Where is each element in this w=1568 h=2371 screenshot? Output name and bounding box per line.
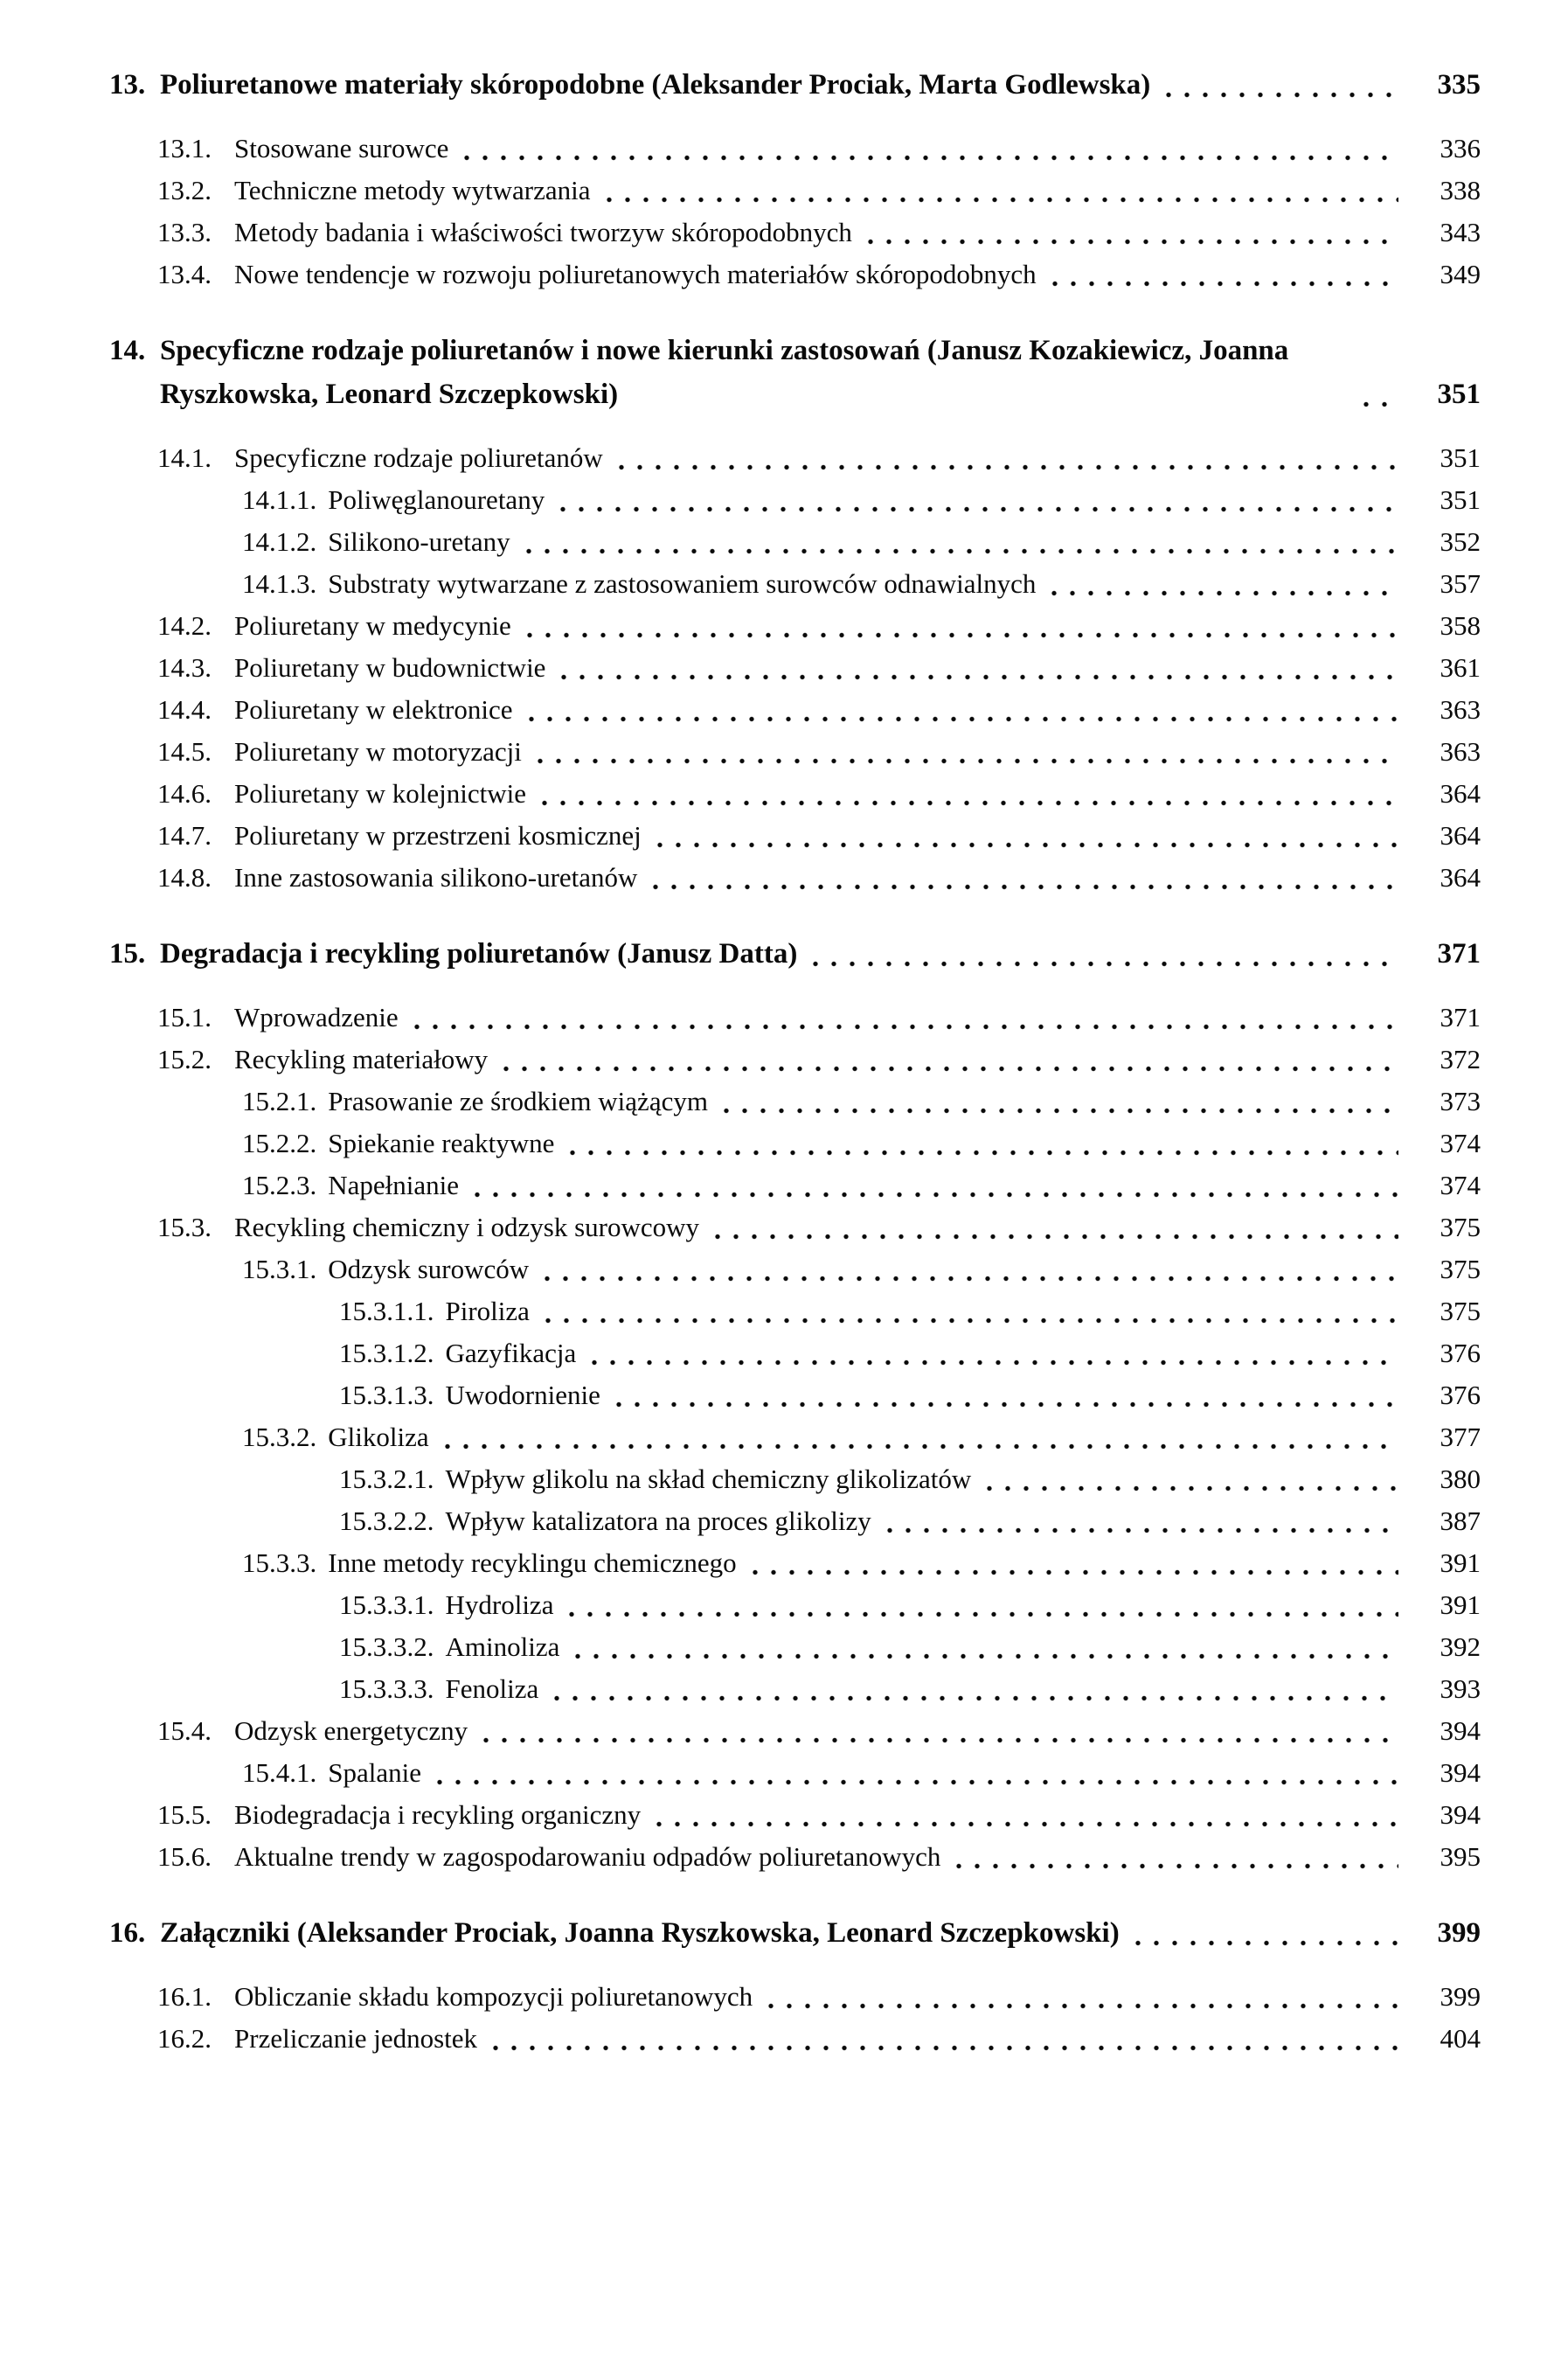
toc-entry <box>157 1039 1481 1081</box>
entry-number: 15.4. <box>157 1715 212 1746</box>
entry-number: 15.3.1.2. <box>339 1338 434 1368</box>
dot-leader <box>715 1233 1398 1241</box>
entry-number: 15.3.3.2. <box>339 1631 434 1662</box>
chapter-number: 13. <box>109 69 146 101</box>
entry-title: Techniczne metody wytwarzania <box>234 175 591 205</box>
toc-entry <box>157 254 1481 296</box>
dot-leader <box>560 505 1398 513</box>
dot-leader <box>1135 1939 1398 1947</box>
chapter-number: 16. <box>109 1917 146 1949</box>
dot-leader <box>956 1862 1398 1870</box>
toc-entry <box>242 1416 1481 1458</box>
entry-page-number: 377 <box>1440 1422 1481 1452</box>
entry-title: Specyficzne rodzaje poliuretanów <box>234 442 603 473</box>
entry-page-number: 375 <box>1440 1254 1481 1284</box>
chapter-title: Specyficzne rodzaje poliuretanów i nowe kierunki zastosowań (Janusz Kozakiewicz, Joanna Ryszkowska, Leonard Szczepkowski) <box>160 335 1289 410</box>
entry-number: 14.7. <box>157 820 212 851</box>
entry-page-number: 394 <box>1440 1799 1481 1830</box>
chapter-title: Degradacja i recykling poliuretanów (Janusz Datta) <box>160 938 798 970</box>
entry-number: 14.4. <box>157 694 212 725</box>
chapter-title: Załączniki (Aleksander Prociak, Joanna Ryszkowska, Leonard Szczepkowski) <box>160 1917 1120 1949</box>
dot-leader <box>545 1317 1398 1325</box>
entry-number: 13.4. <box>157 259 212 289</box>
entry-title: Metody badania i właściwości tworzyw skóropodobnych <box>234 217 852 247</box>
entry-page-number: 351 <box>1440 442 1481 473</box>
entry-number: 15.5. <box>157 1799 212 1830</box>
entry-title: Inne zastosowania silikono-uretanów <box>234 862 638 893</box>
toc-entry <box>242 521 1481 563</box>
entry-title: Wpływ glikolu na skład chemiczny glikolizatów <box>445 1464 972 1494</box>
entry-page-number: 392 <box>1440 1631 1481 1662</box>
entry-page-number: 364 <box>1440 862 1481 893</box>
entry-page-number: 357 <box>1440 568 1481 599</box>
dot-leader <box>657 841 1398 849</box>
toc-entry <box>157 689 1481 731</box>
chapter-page-number: 351 <box>1437 379 1481 410</box>
entry-page-number: 358 <box>1440 610 1481 641</box>
toc-entry <box>157 605 1481 647</box>
dot-leader <box>1052 280 1398 288</box>
entry-page-number: 387 <box>1440 1505 1481 1536</box>
entry-title: Aminoliza <box>445 1631 560 1662</box>
entry-title: Odzysk energetyczny <box>234 1715 468 1746</box>
toc-entry <box>242 479 1481 521</box>
entry-title: Fenoliza <box>445 1673 539 1704</box>
dot-leader <box>868 238 1398 246</box>
entry-title: Poliuretany w elektronice <box>234 694 513 725</box>
dot-leader <box>545 1275 1398 1283</box>
toc-entry <box>157 1976 1481 2018</box>
dot-leader <box>526 547 1398 555</box>
dot-leader <box>616 1401 1398 1408</box>
entry-number: 15.6. <box>157 1841 212 1872</box>
entry-page-number: 393 <box>1440 1673 1481 1704</box>
entry-page-number: 371 <box>1440 1002 1481 1033</box>
entry-title: Poliuretany w medycynie <box>234 610 511 641</box>
entry-title: Nowe tendencje w rozwoju poliuretanowych materiałów skóropodobnych <box>234 259 1037 289</box>
dot-leader <box>569 1610 1398 1618</box>
toc-entry <box>339 1332 1481 1374</box>
toc-entry <box>339 1668 1481 1710</box>
dot-leader <box>592 1359 1398 1366</box>
chapter-heading <box>109 63 1481 107</box>
dot-leader <box>1051 589 1398 597</box>
toc-entry <box>157 128 1481 170</box>
entry-title: Hydroliza <box>445 1589 554 1620</box>
entry-number: 15.3.2.2. <box>339 1505 434 1536</box>
entry-title: Spiekanie reaktywne <box>328 1128 555 1158</box>
entry-page-number: 343 <box>1440 217 1481 247</box>
entry-page-number: 352 <box>1440 526 1481 557</box>
entry-number: 15.2.2. <box>242 1128 317 1158</box>
toc-entry <box>157 815 1481 857</box>
dot-leader <box>529 715 1398 723</box>
entry-page-number: 349 <box>1440 259 1481 289</box>
entry-number: 15.2.1. <box>242 1086 317 1116</box>
entry-number: 14.6. <box>157 778 212 809</box>
toc-entry <box>157 1794 1481 1836</box>
entry-title: Glikoliza <box>328 1422 429 1452</box>
dot-leader <box>619 463 1398 471</box>
entry-page-number: 394 <box>1440 1715 1481 1746</box>
entry-title: Poliuretany w kolejnictwie <box>234 778 527 809</box>
dot-leader <box>561 673 1398 681</box>
entry-number: 15.3.3.3. <box>339 1673 434 1704</box>
entry-title: Spalanie <box>328 1757 421 1788</box>
entry-title: Uwodornienie <box>445 1380 600 1410</box>
toc-entry <box>242 1248 1481 1290</box>
entry-page-number: 375 <box>1440 1212 1481 1242</box>
entry-page-number: 363 <box>1440 736 1481 767</box>
entry-number: 14.1.1. <box>242 484 317 515</box>
dot-leader <box>653 883 1398 891</box>
entry-title: Odzysk surowców <box>328 1254 530 1284</box>
entry-page-number: 364 <box>1440 820 1481 851</box>
chapter-page-number: 399 <box>1437 1917 1481 1949</box>
chapter-number: 14. <box>109 335 146 366</box>
entry-number: 15.2.3. <box>242 1170 317 1200</box>
entry-number: 15.3. <box>157 1212 212 1242</box>
dot-leader <box>656 1820 1398 1828</box>
dot-leader <box>570 1149 1398 1157</box>
entry-title: Piroliza <box>445 1296 530 1326</box>
entry-title: Silikono-uretany <box>328 526 510 557</box>
dot-leader <box>527 631 1398 639</box>
entry-number: 14.1.2. <box>242 526 317 557</box>
entry-number: 14.1.3. <box>242 568 317 599</box>
toc-entry <box>157 1206 1481 1248</box>
entry-page-number: 374 <box>1440 1128 1481 1158</box>
dot-leader <box>475 1191 1398 1199</box>
entry-title: Prasowanie ze środkiem wiążącym <box>328 1086 708 1116</box>
dot-leader <box>554 1694 1398 1702</box>
entry-title: Poliuretany w przestrzeni kosmicznej <box>234 820 642 851</box>
toc-entry <box>242 563 1481 605</box>
entry-number: 16.2. <box>157 2023 212 2054</box>
entry-number: 16.1. <box>157 1981 212 2012</box>
entry-page-number: 380 <box>1440 1464 1481 1494</box>
toc-entry <box>242 1123 1481 1165</box>
entry-page-number: 336 <box>1440 133 1481 163</box>
entry-number: 15.2. <box>157 1044 212 1074</box>
dot-leader <box>542 799 1398 807</box>
dot-leader <box>445 1443 1398 1450</box>
entry-title: Recykling materiałowy <box>234 1044 489 1074</box>
entry-page-number: 361 <box>1440 652 1481 683</box>
entry-title: Biodegradacja i recykling organiczny <box>234 1799 642 1830</box>
dot-leader <box>607 196 1398 204</box>
chapter-title: Poliuretanowe materiały skóropodobne (Aleksander Prociak, Marta Godlewska) <box>160 69 1151 101</box>
entry-page-number: 351 <box>1440 484 1481 515</box>
toc-entry <box>242 1752 1481 1794</box>
entry-title: Napełnianie <box>328 1170 460 1200</box>
entry-title: Obliczanie składu kompozycji poliuretanowych <box>234 1981 753 2012</box>
toc-entry <box>157 2018 1481 2060</box>
entry-number: 14.1. <box>157 442 212 473</box>
entry-title: Substraty wytwarzane z zastosowaniem surowców odnawialnych <box>328 568 1037 599</box>
entry-number: 13.1. <box>157 133 212 163</box>
entry-number: 15.3.1.1. <box>339 1296 434 1326</box>
entry-number: 15.1. <box>157 1002 212 1033</box>
toc-entry <box>242 1081 1481 1123</box>
dot-leader <box>437 1778 1398 1786</box>
entry-number: 15.3.2.1. <box>339 1464 434 1494</box>
chapter-14 <box>109 329 1481 899</box>
entry-number: 15.4.1. <box>242 1757 317 1788</box>
entry-number: 13.3. <box>157 217 212 247</box>
toc-entry <box>157 212 1481 254</box>
chapter-heading <box>109 1911 1481 1955</box>
entry-title: Inne metody recyklingu chemicznego <box>328 1547 737 1578</box>
entry-page-number: 375 <box>1440 1296 1481 1326</box>
dot-leader <box>887 1526 1398 1534</box>
toc-entry <box>157 647 1481 689</box>
chapter-page-number: 371 <box>1437 938 1481 970</box>
toc-entry <box>339 1458 1481 1500</box>
entry-page-number: 376 <box>1440 1380 1481 1410</box>
chapter-page-number: 335 <box>1437 69 1481 101</box>
dot-leader <box>1363 400 1398 408</box>
entry-page-number: 372 <box>1440 1044 1481 1074</box>
entry-page-number: 404 <box>1440 2023 1481 2054</box>
toc-entry <box>242 1165 1481 1206</box>
entry-page-number: 373 <box>1440 1086 1481 1116</box>
table-of-contents <box>109 63 1481 2060</box>
dot-leader <box>768 2002 1398 2010</box>
entry-page-number: 338 <box>1440 175 1481 205</box>
chapter-13 <box>109 63 1481 296</box>
toc-entry <box>157 1710 1481 1752</box>
entry-page-number: 395 <box>1440 1841 1481 1872</box>
dot-leader <box>1166 91 1398 99</box>
entry-page-number: 399 <box>1440 1981 1481 2012</box>
toc-entry <box>157 731 1481 773</box>
entry-title: Gazyfikacja <box>445 1338 577 1368</box>
entry-number: 15.3.3.1. <box>339 1589 434 1620</box>
dot-leader <box>724 1107 1398 1115</box>
toc-entry <box>339 1626 1481 1668</box>
dot-leader <box>753 1568 1398 1576</box>
toc-entry <box>157 857 1481 899</box>
toc-entry <box>339 1584 1481 1626</box>
entry-number: 15.3.3. <box>242 1547 317 1578</box>
entry-page-number: 364 <box>1440 778 1481 809</box>
entry-title: Recykling chemiczny i odzysk surowcowy <box>234 1212 700 1242</box>
entry-number: 13.2. <box>157 175 212 205</box>
toc-entry <box>157 437 1481 479</box>
dot-leader <box>538 757 1398 765</box>
entry-number: 15.3.1.3. <box>339 1380 434 1410</box>
toc-entry <box>157 170 1481 212</box>
toc-entry <box>157 773 1481 815</box>
dot-leader <box>987 1484 1398 1492</box>
entry-page-number: 394 <box>1440 1757 1481 1788</box>
dot-leader <box>503 1065 1398 1073</box>
dot-leader <box>464 154 1398 162</box>
dot-leader <box>813 960 1398 968</box>
entry-title: Poliwęglanouretany <box>328 484 545 515</box>
entry-title: Poliuretany w motoryzacji <box>234 736 522 767</box>
entry-title: Przeliczanie jednostek <box>234 2023 478 2054</box>
chapter-heading <box>109 932 1481 976</box>
toc-entry <box>339 1290 1481 1332</box>
entry-title: Aktualne trendy w zagospodarowaniu odpadów poliuretanowych <box>234 1841 941 1872</box>
entry-page-number: 391 <box>1440 1547 1481 1578</box>
entry-number: 15.3.2. <box>242 1422 317 1452</box>
toc-entry <box>242 1542 1481 1584</box>
entry-page-number: 376 <box>1440 1338 1481 1368</box>
toc-entry <box>339 1500 1481 1542</box>
entry-page-number: 391 <box>1440 1589 1481 1620</box>
dot-leader <box>575 1652 1398 1660</box>
entry-number: 14.8. <box>157 862 212 893</box>
entry-page-number: 374 <box>1440 1170 1481 1200</box>
chapter-15 <box>109 932 1481 1878</box>
chapter-heading <box>109 329 1481 416</box>
toc-entry <box>339 1374 1481 1416</box>
entry-title: Stosowane surowce <box>234 133 449 163</box>
entry-number: 14.5. <box>157 736 212 767</box>
dot-leader <box>493 2044 1398 2052</box>
dot-leader <box>483 1736 1398 1744</box>
chapter-16 <box>109 1911 1481 2060</box>
chapter-number: 15. <box>109 938 146 970</box>
entry-title: Wprowadzenie <box>234 1002 399 1033</box>
entry-number: 14.2. <box>157 610 212 641</box>
toc-entry <box>157 1836 1481 1878</box>
dot-leader <box>414 1023 1398 1031</box>
entry-number: 15.3.1. <box>242 1254 317 1284</box>
entry-title: Poliuretany w budownictwie <box>234 652 546 683</box>
toc-entry <box>157 997 1481 1039</box>
entry-page-number: 363 <box>1440 694 1481 725</box>
entry-number: 14.3. <box>157 652 212 683</box>
entry-title: Wpływ katalizatora na proces glikolizy <box>445 1505 871 1536</box>
